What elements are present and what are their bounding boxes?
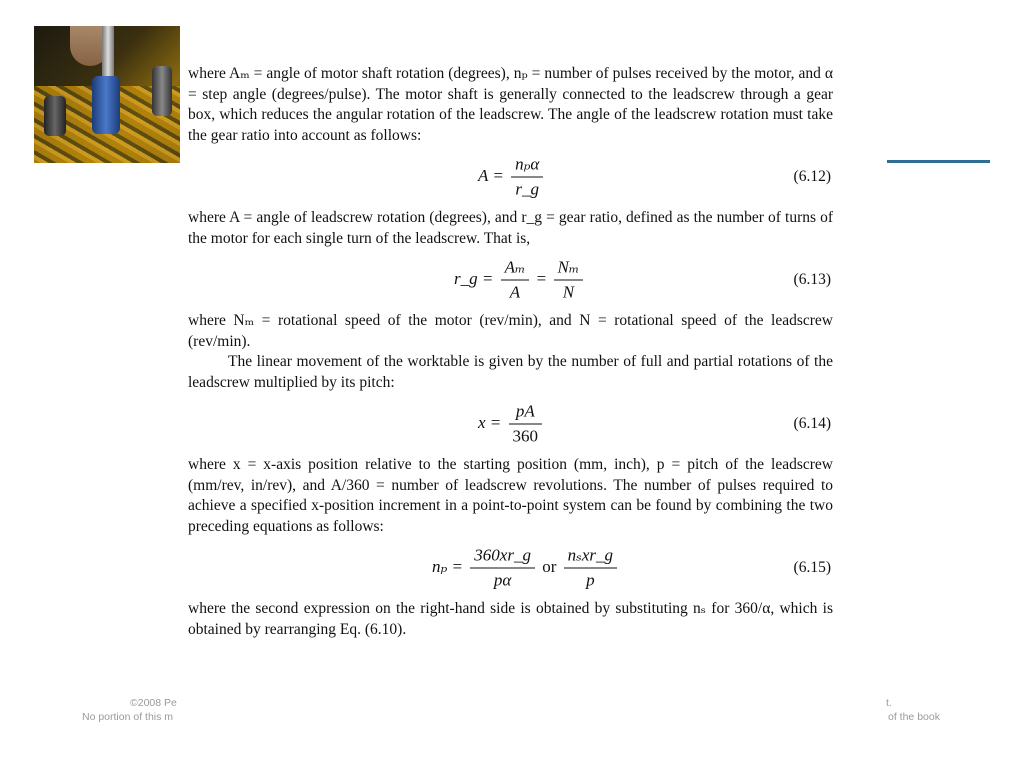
eq615-lhs: nₚ = — [432, 556, 464, 576]
footer-copyright-right: t. — [886, 697, 892, 709]
paragraph-4: The linear movement of the worktable is given by the number of full and partial rotations of the leadscrew multiplied by its pitch: — [188, 353, 833, 391]
eq612-denominator: r_g — [515, 179, 539, 199]
paragraph-3: where Nₘ = rotational speed of the motor (rev/min), and N = rotational speed of the leadscrew (rev/min). — [188, 312, 833, 350]
equation-6-15 — [188, 537, 833, 599]
paragraph-6: where the second expression on the right-hand side is obtained by substituting nₛ for 360/α, which is obtained by rearranging Eq. (6.10). — [188, 600, 833, 638]
eq615-fraction-2 — [564, 546, 617, 591]
eq613-equals: = — [536, 268, 547, 288]
equation-6-14-formula — [478, 402, 545, 447]
footer-notice-left: No portion of this m — [82, 711, 174, 723]
footer-copyright-left: ©2008 Pe — [130, 697, 177, 709]
eq613-numerator-2: Nₘ — [554, 258, 584, 281]
eq612-numerator: nₚα — [511, 155, 543, 178]
document-page — [188, 64, 833, 640]
eq615-denominator-2: p — [586, 570, 595, 590]
eq612-lhs: A = — [478, 165, 504, 185]
capacitor-gray — [152, 66, 172, 116]
circuit-board-photo — [34, 26, 180, 163]
equation-6-14 — [188, 393, 833, 455]
eq613-lhs: r_g = — [454, 268, 494, 288]
eq614-fraction — [509, 402, 543, 447]
footer-notice-right: of the book — [888, 711, 940, 723]
eq614-lhs: x = — [478, 412, 502, 432]
capacitor-blue — [92, 76, 120, 134]
equation-6-12 — [188, 146, 833, 208]
eq614-denominator: 360 — [512, 426, 539, 446]
eq615-numerator-1: 360xr_g — [470, 546, 535, 569]
eq614-numerator: pA — [509, 402, 543, 425]
eq615-denominator-1: pα — [493, 570, 512, 590]
eq615-numerator-2: nₛxr_g — [564, 546, 617, 569]
eq613-denominator-1: A — [509, 282, 521, 302]
equation-number-6-15: (6.15) — [793, 559, 831, 576]
eq612-fraction — [511, 155, 543, 200]
equation-6-15-formula — [432, 546, 620, 591]
eq615-or: or — [542, 556, 557, 576]
eq613-fraction-2 — [554, 258, 584, 303]
eq613-fraction-1 — [501, 258, 530, 303]
eq613-numerator-1: Aₘ — [501, 258, 530, 281]
capacitor-dark — [44, 96, 66, 136]
equation-number-6-13: (6.13) — [793, 271, 831, 288]
accent-divider — [887, 160, 990, 163]
eq613-denominator-2: N — [562, 282, 575, 302]
equation-number-6-12: (6.12) — [793, 168, 831, 185]
eq615-fraction-1 — [470, 546, 535, 591]
paragraph-2: where A = angle of leadscrew rotation (degrees), and r_g = gear ratio, defined as the number of turns of the motor for each single turn of the leadscrew. That is, — [188, 209, 833, 247]
equation-6-13 — [188, 249, 833, 311]
paragraph-5: where x = x-axis position relative to the starting position (mm, inch), p = pitch of the leadscrew (mm/rev, in/rev), and A/360 = number of leadscrew revolutions. The number of pulses required to achieve a specified x-position increment in a point-to-point system can be found by combining the two preceding equations as follows: — [188, 456, 833, 535]
equation-number-6-14: (6.14) — [793, 415, 831, 432]
paragraph-1: where Aₘ = angle of motor shaft rotation (degrees), nₚ = number of pulses received by the motor, and α = step angle (degrees/pulse). The motor shaft is generally connected to the leadscrew through a gear box, which reduces the angular rotation of the leadscrew. The angle of the leadscrew rotation must take the gear ratio into account as follows: — [188, 65, 833, 144]
equation-6-13-formula — [454, 258, 586, 303]
equation-6-12-formula — [478, 155, 546, 200]
